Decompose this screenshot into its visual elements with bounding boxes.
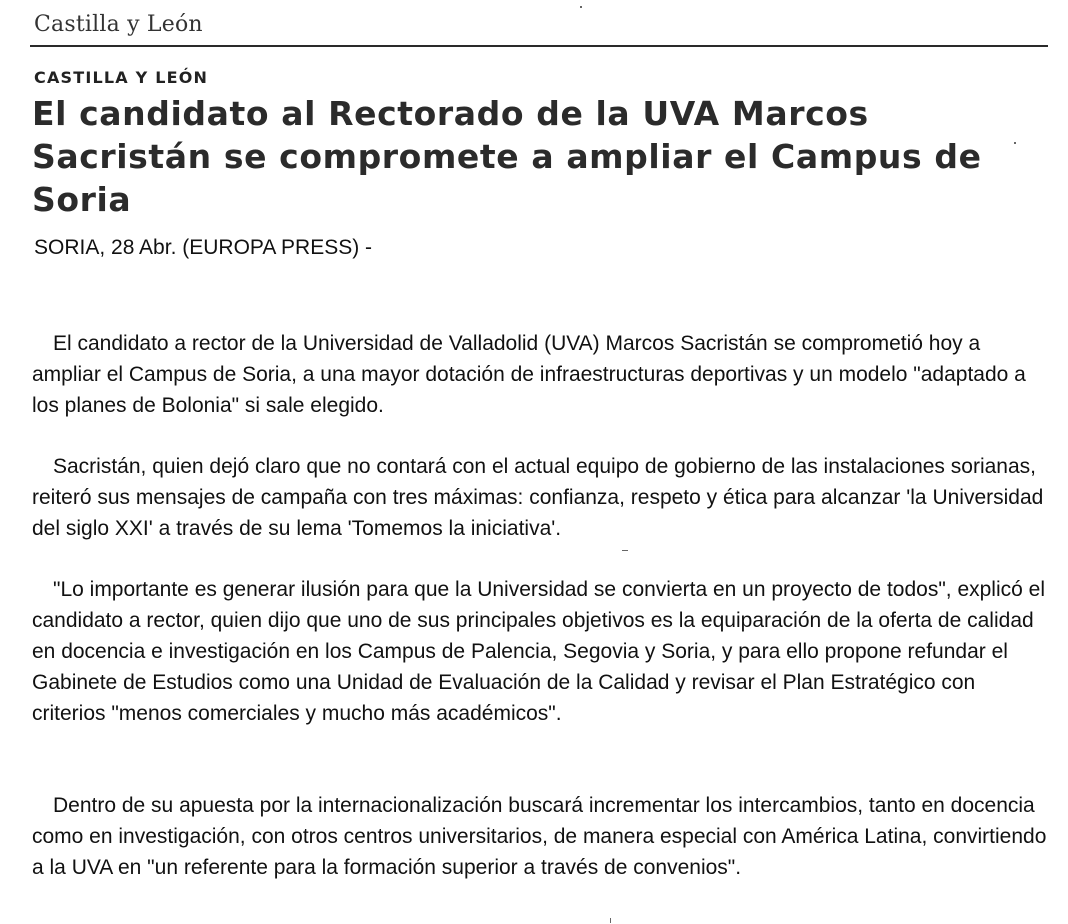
- scan-speck: [610, 918, 611, 923]
- article-paragraph: Dentro de su apuesta por la internacionalización buscará incrementar los intercambios, tanto en docencia como en investigación, con otros centros universitarios, de manera especial con América Latina, convirtiendo a la UVA en "un referente para la formación superior a través de convenios".: [32, 794, 1047, 879]
- article-headline: El candidato al Rectorado de la UVA Marcos Sacristán se compromete a ampliar el Campus de Soria: [32, 94, 982, 219]
- scan-speck: [580, 6, 582, 8]
- article-kicker: CASTILLA Y LEÓN: [34, 68, 209, 87]
- scan-speck: [1014, 142, 1016, 144]
- header-rule: [30, 45, 1048, 47]
- article-paragraph: Sacristán, quien dejó claro que no contará con el actual equipo de gobierno de las instalaciones sorianas, reiteró sus mensajes de campaña con tres máximas: confianza, respeto y ética para alcanzar 'la Universidad del siglo XXI' a través de su lema 'Tomemos la iniciativa'.: [32, 455, 1044, 540]
- article-dateline: SORIA, 28 Abr. (EUROPA PRESS) -: [34, 236, 373, 259]
- article-paragraph: "Lo importante es generar ilusión para que la Universidad se convierta en un proyecto de todos", explicó el candidato a rector, quien dijo que uno de sus principales objetivos es la equiparación de la oferta de calidad en docencia e investigación en los Campus de Palencia, Segovia y Soria, y para ello propone refundar el Gabinete de Estudios como una Unidad de Evaluación de la Calidad y revisar el Plan Estratégico con criterios "menos comerciales y mucho más académicos".: [32, 578, 1045, 725]
- section-header: Castilla y León: [34, 12, 203, 37]
- article-paragraph: El candidato a rector de la Universidad de Valladolid (UVA) Marcos Sacristán se comprometió hoy a ampliar el Campus de Soria, a una mayor dotación de infraestructuras deportivas y un modelo "adaptado a los planes de Bolonia" si sale elegido.: [32, 332, 1026, 417]
- scan-speck: [622, 550, 628, 551]
